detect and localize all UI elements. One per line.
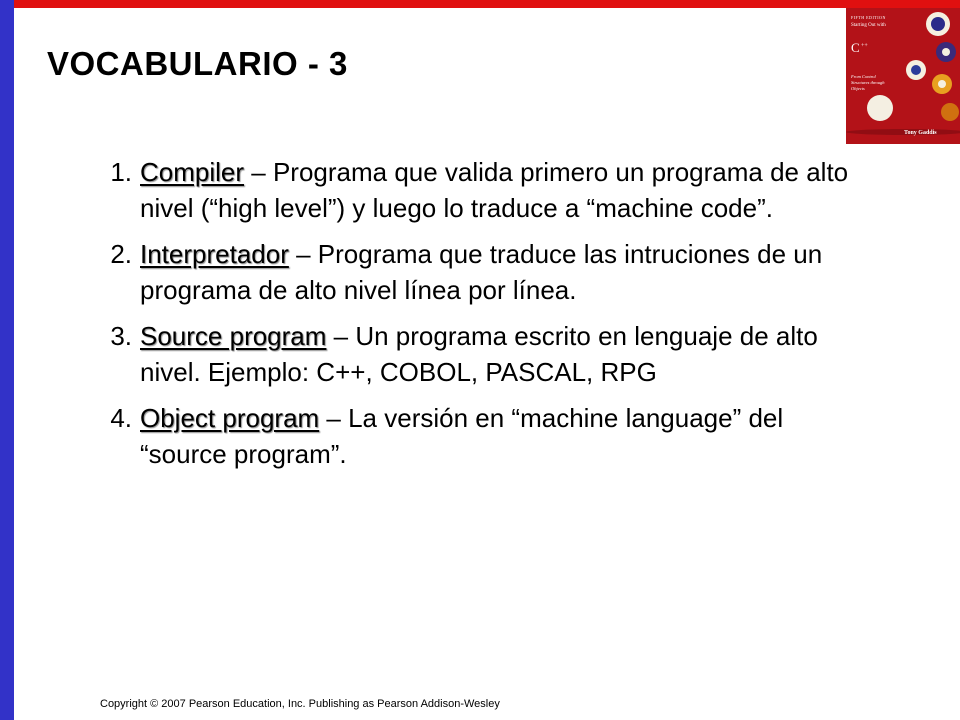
- vocabulary-item: [90, 400, 870, 472]
- item-definition: – Un programa escrito en lenguaje de alto nivel. Ejemplo: C++, COBOL, PASCAL, RPG: [140, 321, 818, 387]
- cover-edition: FIFTH EDITION: [851, 15, 886, 20]
- cover-language-sup: ++: [861, 43, 868, 49]
- vocabulary-item: [90, 154, 870, 226]
- copyright-notice: Copyright © 2007 Pearson Education, Inc. Publishing as Pearson Addison-Wesley: [100, 698, 500, 710]
- vocabulary-list: [90, 154, 870, 482]
- item-number: 2.: [110, 239, 132, 269]
- cover-subtitle: From Control Structures through Objects: [851, 74, 885, 91]
- item-number: 1.: [110, 157, 132, 187]
- vocabulary-item: [90, 236, 870, 308]
- term-object-program: Object program: [140, 403, 320, 433]
- item-definition: – Programa que valida primero un programa de alto nivel (“high level”) y luego lo traduce a “machine code”.: [140, 157, 849, 223]
- slide-title: VOCABULARIO - 3: [47, 45, 348, 82]
- term-interpretador: Interpretador: [140, 239, 289, 269]
- cover-author: Tony Gaddis: [904, 130, 937, 136]
- cover-language: C: [851, 40, 860, 55]
- cover-title-line: Starting Out with: [851, 23, 886, 28]
- item-definition: – La versión en “machine language” del “source program”.: [140, 403, 784, 469]
- item-definition: – Programa que traduce las intruciones de un programa de alto nivel línea por línea.: [140, 239, 823, 305]
- item-number: 3.: [110, 321, 132, 351]
- term-source-program: Source program: [140, 321, 327, 351]
- vocabulary-item: [90, 318, 870, 390]
- top-accent-bar: [0, 0, 960, 8]
- left-accent-bar: [0, 0, 14, 720]
- term-compiler: Compiler: [140, 157, 245, 187]
- item-number: 4.: [110, 403, 132, 433]
- book-cover-image: [846, 8, 960, 144]
